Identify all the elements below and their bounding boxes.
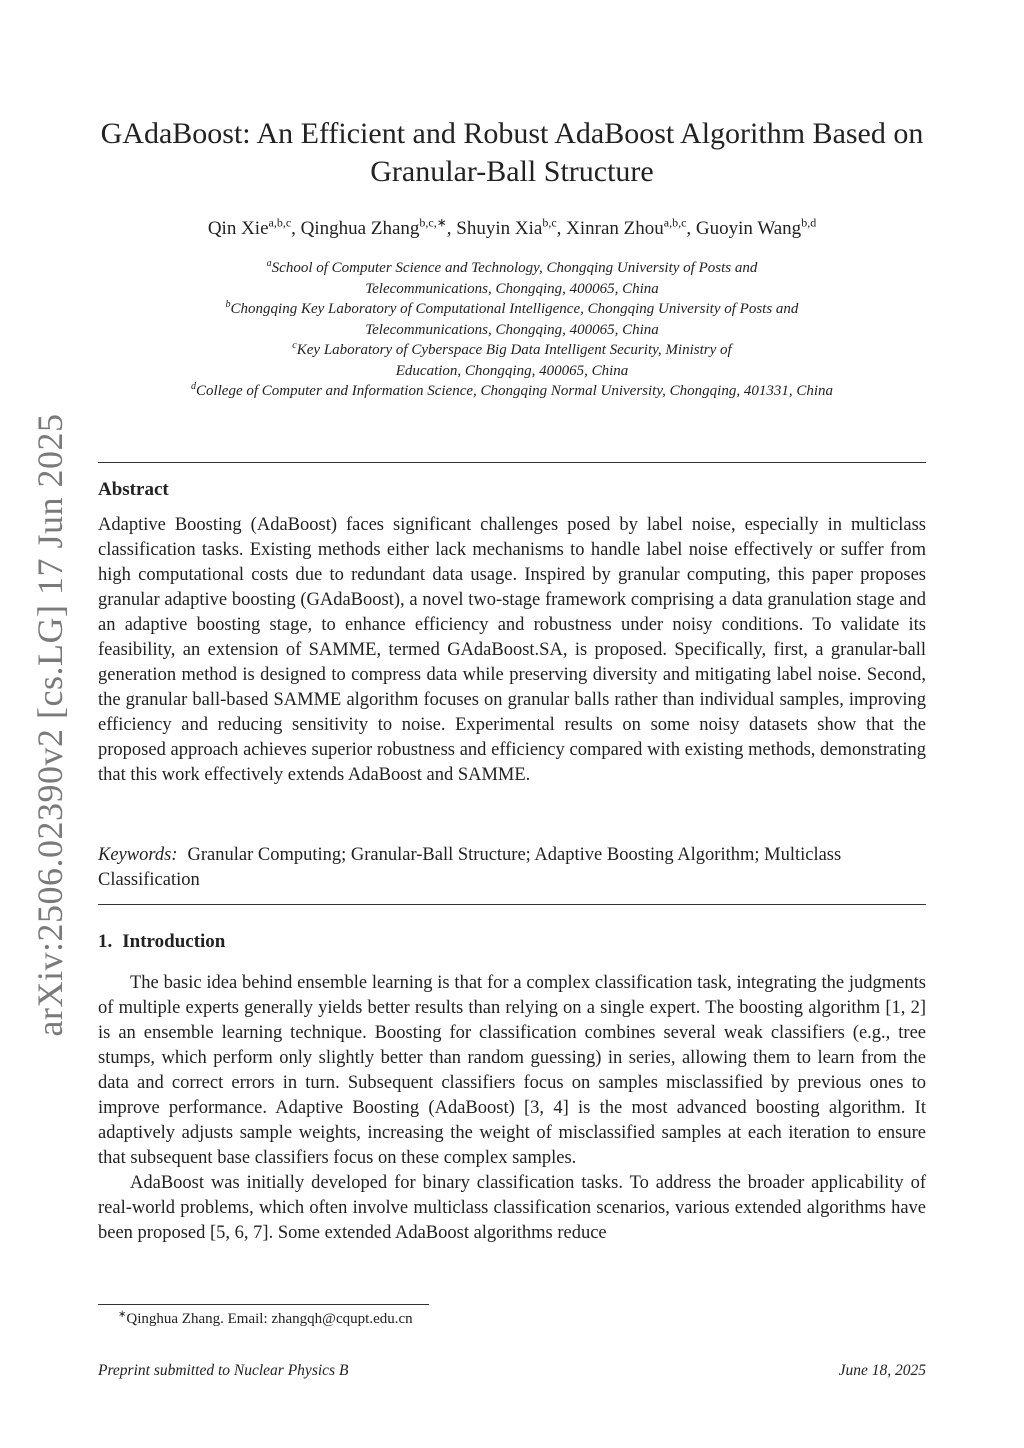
footnote [118,1309,413,1328]
affiliation-b: $^b$Chongqing Key Laboratory of Computational Intelligence, Chongqing University of Posts and [225,299,799,317]
abstract-heading: Abstract [98,479,169,500]
section-heading-introduction [98,931,225,953]
author-list [98,216,926,242]
section-title: Introduction [122,931,226,952]
keywords-text: Granular Computing; Granular-Ball Structure; Adaptive Boosting Algorithm; Multiclass Classification [98,845,842,890]
affiliation-b-cont: Telecommunications, Chongqing, 400065, China [365,321,659,338]
author: Guoyin Wang$^{b,d}$ [695,215,817,239]
title-line-1: GAdaBoost: An Efficient and Robust AdaBoost Algorithm Based on [100,117,924,150]
intro-paragraph: AdaBoost was initially developed for binary classification tasks. To address the broader applicability of real-world problems, which often involve multiclass classification scenarios, various extended algorithms have been proposed [5, 6, 7]. Some extended AdaBoost algorithms reduce [98,1173,926,1243]
footnote-rule [98,1304,429,1305]
footnote-text: Qinghua Zhang. Email: zhangqh@cqupt.edu.cn [126,1311,413,1327]
title-line-2: Granular-Ball Structure [370,155,654,188]
section-number: 1. [98,931,113,952]
footer-date: June 18, 2025 [838,1362,926,1379]
affiliations [98,258,926,402]
affiliation-c-cont: Education, Chongqing, 400065, China [395,362,629,379]
abstract-bottom-rule [98,904,926,905]
author: Xinran Zhou$^{a,b,c}$, [566,215,696,239]
author: Shuyin Xia$^{b,c}$, [456,215,567,239]
keywords [98,843,926,893]
introduction-body [98,971,926,1246]
abstract-top-rule [98,462,926,463]
intro-paragraph: The basic idea behind ensemble learning is that for a complex classification task, integrating the judgments of multiple experts generally yields better results than relying on a single expert. The boosting algorithm [1, 2] is an ensemble learning technique. Boosting for classification combines several weak classifiers (e.g., tree stumps, which perform only slightly better than random guessing) in series, allowing them to learn from the data and correct errors in turn. Subsequent classifiers focus on samples misclassified by previous ones to improve performance. Adaptive Boosting (AdaBoost) [3, 4] is the most advanced boosting algorithm. It adaptively adjusts sample weights, increasing the weight of misclassified samples at each iteration to ensure that subsequent base classifiers focus on these complex samples. [98,973,926,1168]
author: Qin Xie$^{a,b,c}$, [207,215,301,239]
affiliation-a: $^a$School of Computer Science and Technology, Chongqing University of Posts and [266,258,758,276]
footnote-mark: ∗ [118,1309,127,1320]
affiliation-c: $^c$Key Laboratory of Cyberspace Big Data Intelligent Security, Ministry of [292,340,732,358]
author: Qinghua Zhang$^{b,c,∗}$, [300,215,457,239]
affiliation-d: $^d$College of Computer and Information Science, Chongqing Normal University, Chongqing, 401331, China [190,381,834,399]
paper-title [98,115,926,191]
arxiv-identifier-stamp: arXiv:2506.02390v2 [cs.LG] 17 Jun 2025 [30,413,70,1037]
keywords-label: Keywords: [98,845,178,865]
affiliation-a-cont: Telecommunications, Chongqing, 400065, China [365,280,659,297]
abstract-text: Adaptive Boosting (AdaBoost) faces significant challenges posed by label noise, especially in multiclass classification tasks. Existing methods either lack mechanisms to handle label noise effectively or suffer from high computational costs due to redundant data usage. Inspired by granular computing, this paper proposes granular adaptive boosting (GAdaBoost), a novel two-stage framework comprising a data granulation stage and an adaptive boosting stage, to enhance efficiency and robustness under noisy conditions. To validate its feasibility, an extension of SAMME, termed GAdaBoost.SA, is proposed. Specifically, first, a granular-ball generation method is designed to compress data while preserving diversity and mitigating label noise. Second, the granular ball-based SAMME algorithm focuses on granular balls rather than individual samples, improving efficiency and reducing sensitivity to noise. Experimental results on some noisy datasets show that the proposed approach achieves superior robustness and efficiency compared with existing methods, demonstrating that this work effectively extends AdaBoost and SAMME. [98,515,926,785]
footer-journal: Preprint submitted to Nuclear Physics B [98,1362,349,1379]
